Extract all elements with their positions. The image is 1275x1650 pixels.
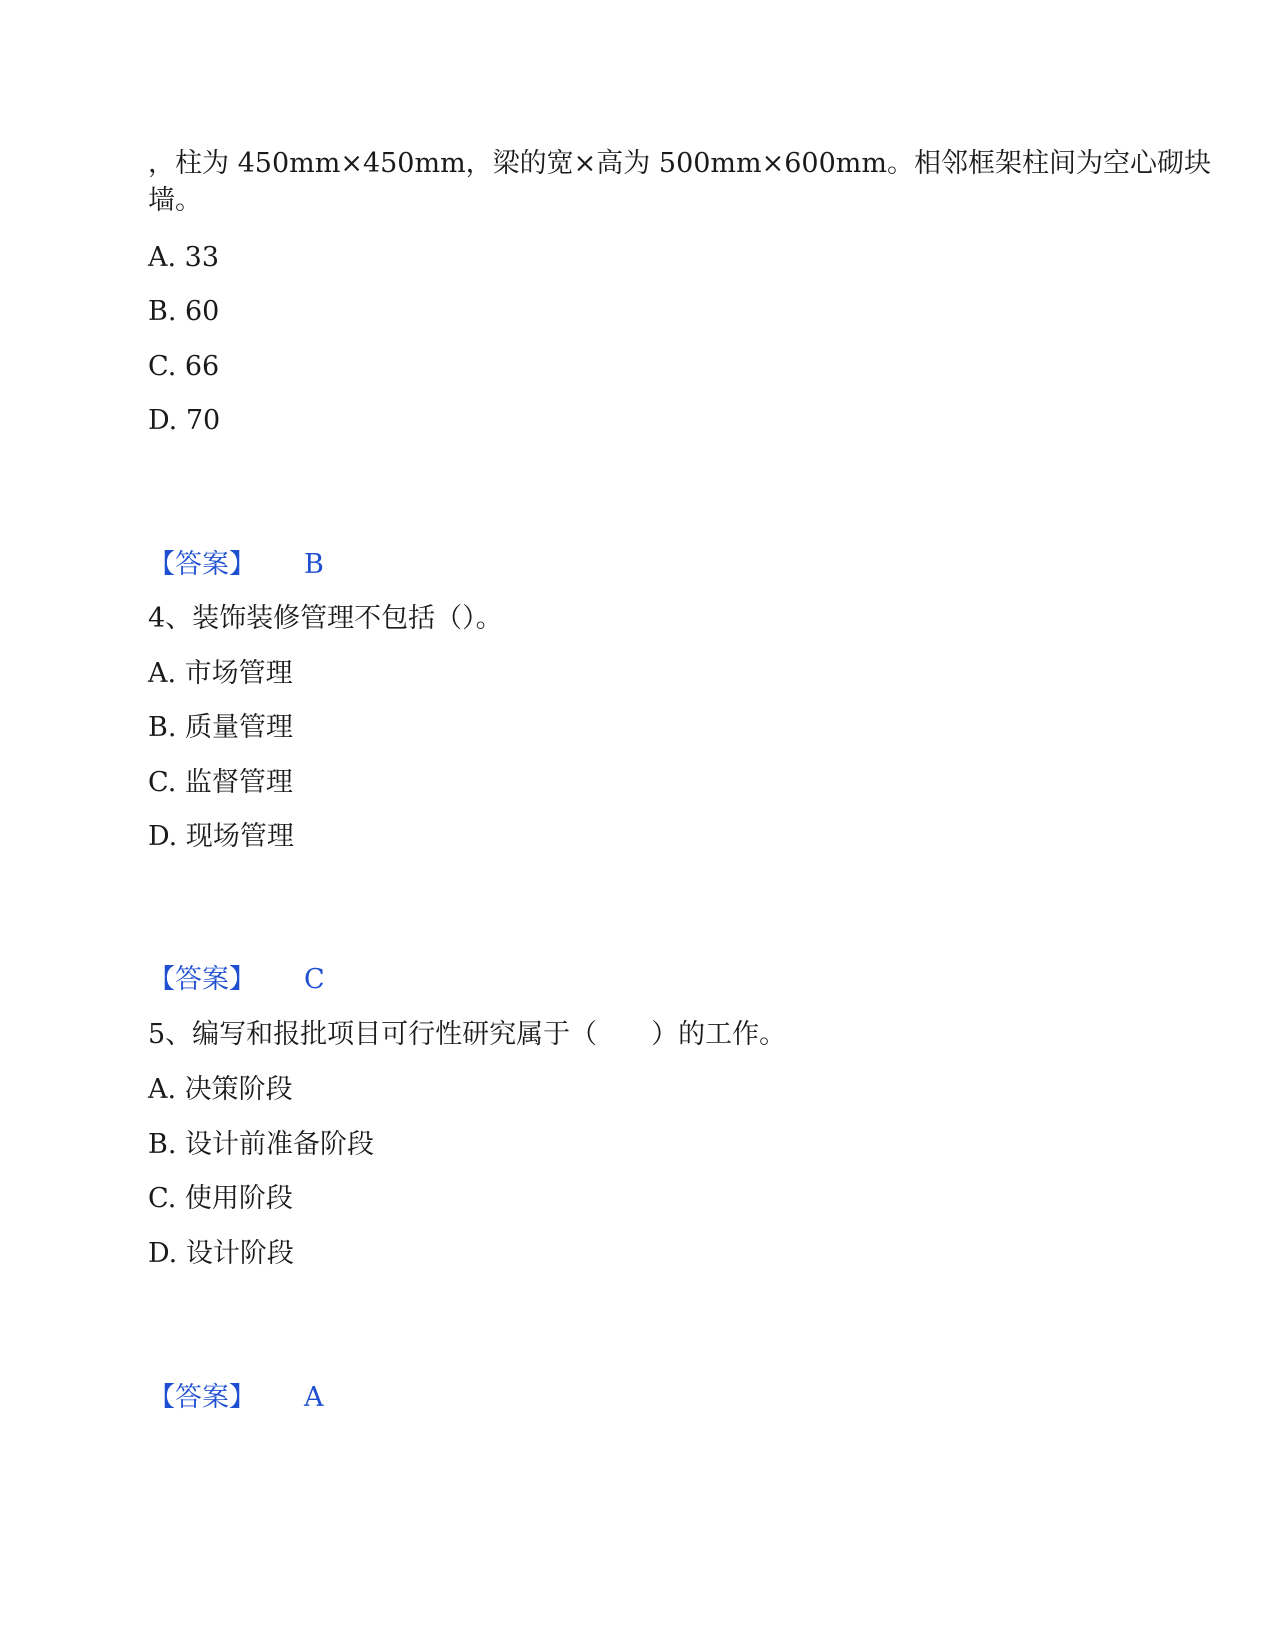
question-5-stem: 5、编写和报批项目可行性研究属于（ ）的工作。 (148, 1019, 787, 1050)
question-4-option-b: B. 质量管理 (148, 712, 294, 743)
question-5-option-a: A. 决策阶段 (148, 1074, 293, 1105)
question-5-option-c: C. 使用阶段 (148, 1183, 293, 1214)
question-3-answer (148, 547, 324, 583)
question-3-option-b: B. 60 (148, 296, 220, 327)
question-4-option-c: C. 监督管理 (148, 767, 293, 798)
question-5-answer (148, 1380, 324, 1416)
question-4-option-a: A. 市场管理 (148, 658, 293, 689)
question-4-stem: 4、装饰装修管理不包括（）。 (148, 603, 503, 634)
answer-letter: B (304, 549, 324, 580)
answer-label: 【答案】 (148, 549, 256, 580)
question-5-option-b: B. 设计前准备阶段 (148, 1129, 375, 1160)
answer-letter: C (304, 964, 325, 995)
question-3-option-d: D. 70 (148, 405, 221, 436)
question-3-option-a: A. 33 (148, 242, 220, 273)
question-3-stem-line2: 墙。 (148, 185, 202, 216)
answer-letter: A (304, 1382, 324, 1413)
question-3-option-c: C. 66 (148, 351, 220, 382)
question-5-option-d: D. 设计阶段 (148, 1238, 294, 1269)
answer-label: 【答案】 (148, 1382, 256, 1413)
question-4-option-d: D. 现场管理 (148, 821, 294, 852)
answer-label: 【答案】 (148, 964, 256, 995)
question-3-stem-line1: ，柱为 450mm×450mm，梁的宽×高为 500mm×600mm。相邻框架柱间为空心砌块 (148, 148, 1211, 179)
question-4-answer (148, 962, 325, 998)
